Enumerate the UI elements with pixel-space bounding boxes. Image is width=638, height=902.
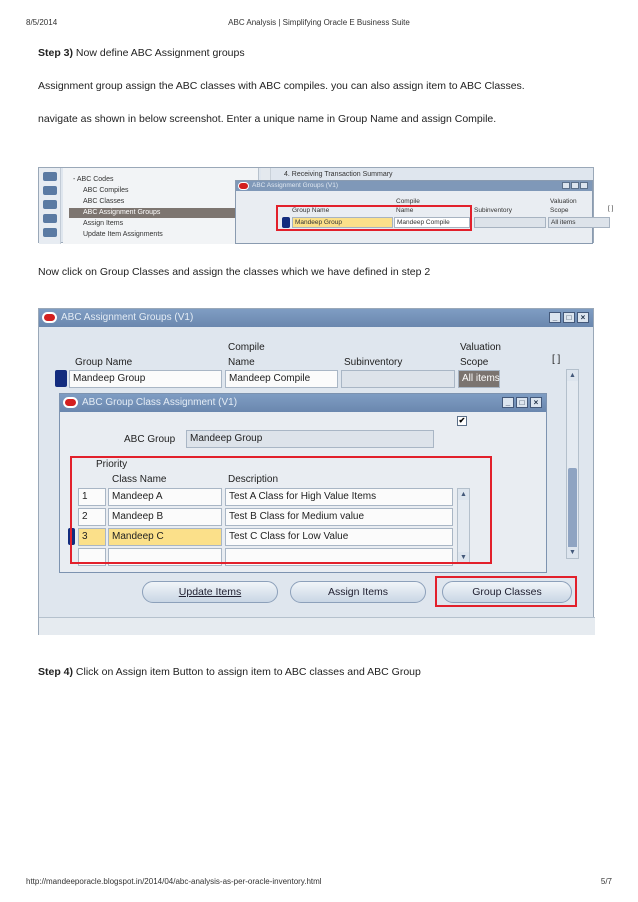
step3-heading [38,47,245,59]
header-compile-top: Compile [396,198,420,205]
step4-text: Click on Assign item Button to assign item to ABC classes and ABC Group [73,666,421,678]
compile-name-field[interactable]: Mandeep Compile [394,217,470,228]
highlight-box [70,456,492,564]
step3-heading-text: Now define ABC Assignment groups [73,47,245,59]
tool-icon[interactable] [43,186,57,195]
class-name-field[interactable]: Mandeep B [108,508,222,526]
header-valuation-top: Valuation [550,198,577,205]
highlight-box [435,576,577,607]
highlight-box [276,205,472,231]
group-name-field[interactable]: Mandeep Group [292,217,393,228]
subinventory-field[interactable] [341,370,455,388]
outer-scrollbar[interactable] [566,369,579,559]
record-indicator[interactable] [55,370,67,387]
header-compile-name: Name [396,207,414,214]
maximize-icon[interactable] [571,182,579,189]
header-subinventory: Subinventory [344,357,403,368]
description-field[interactable]: Test C Class for Low Value [225,528,453,546]
step3-label: Step 3) [38,47,74,59]
step4-heading [38,666,421,678]
checkbox[interactable]: ✔ [458,416,466,425]
update-items-button[interactable] [142,581,278,603]
header-group-name: Group Name [75,357,133,368]
abc-group-label: ABC Group [124,434,176,445]
step4-label: Step 4) [38,666,74,678]
inner-window-title: ABC Group Class Assignment (V1) [82,397,238,408]
nav-item-assign-items[interactable]: Assign Items [83,220,124,227]
screenshot-assignment-groups-nav [38,167,614,243]
minimize-icon[interactable]: _ [502,397,514,408]
description-field[interactable]: Test B Class for Medium value [225,508,453,526]
group-name-field[interactable]: Mandeep Group [69,370,222,388]
navigator-tree [63,168,259,244]
scope-field[interactable]: All items [548,217,610,228]
nav-item-abc-codes[interactable]: - ABC Codes [73,176,114,183]
priority-field[interactable]: 1 [78,488,106,506]
scroll-down-icon[interactable]: ▼ [458,552,469,563]
tool-icon[interactable] [43,228,57,237]
group-classes-button[interactable]: Group Classes [442,581,572,603]
window-title: ABC Assignment Groups (V1) [252,182,338,189]
header-scope: Scope [550,207,569,214]
oracle-logo-icon [238,182,249,190]
maximize-icon[interactable]: □ [516,397,528,408]
header-group-name: Group Name [292,207,330,214]
print-date: 8/5/2014 [26,18,58,27]
assign-items-button[interactable]: Assign Items [290,581,426,603]
abc-group-class-assignment-window [59,393,547,573]
subinventory-field[interactable] [474,217,546,228]
header-class-name: Class Name [112,474,167,485]
group-classes-instruction: Now click on Group Classes and assign the classes which we have defined in step 2 [38,266,431,278]
priority-field[interactable]: 3 [78,528,106,546]
close-icon[interactable] [580,182,588,189]
header-compile-top: Compile [228,342,265,353]
background-list-item: 4. Receiving Transaction Summary [284,171,393,178]
nav-item-abc-assignment-groups[interactable]: ABC Assignment Groups [69,208,259,218]
header-valuation-top: Valuation [460,342,501,353]
class-name-field[interactable]: Mandeep C [108,528,222,546]
nav-item-abc-compiles[interactable]: ABC Compiles [83,187,129,194]
scroll-up-icon[interactable]: ▲ [567,370,578,381]
scroll-up-icon[interactable]: ▲ [458,489,469,500]
close-icon[interactable]: × [577,312,589,323]
page-title: ABC Analysis | Simplifying Oracle E Business Suite [228,18,410,27]
scroll-down-icon[interactable]: ▼ [567,547,578,558]
abc-group-field[interactable]: Mandeep Group [186,430,434,448]
tool-icon[interactable] [43,172,57,181]
header-scope: Scope [460,357,489,368]
step3-paragraph-1: Assignment group assign the ABC classes with ABC compiles. you can also assign item to ABC Classes. [38,80,525,92]
minimize-icon[interactable]: _ [549,312,561,323]
toolbar-strip [39,168,61,244]
footer-url: http://mandeeporacle.blogspot.in/2014/04/abc-analysis-as-per-oracle-inventory.html [26,877,322,886]
nav-item-update-item-assignments[interactable]: Update Item Assignments [83,231,163,238]
tool-icon[interactable] [43,214,57,223]
abc-assignment-groups-window-small [235,180,614,244]
window-title-bar[interactable] [236,181,592,191]
inner-window-title-bar[interactable] [60,394,546,412]
oracle-logo-icon [63,397,78,408]
compile-name-field[interactable]: Mandeep Compile [225,370,338,388]
priority-field[interactable]: 2 [78,508,106,526]
screenshot-group-class-assignment [38,308,594,635]
minimize-icon[interactable] [562,182,570,189]
tool-icon[interactable] [43,200,57,209]
scroll-thumb[interactable] [568,468,577,550]
folder-bracket-icon[interactable]: [ ] [552,354,561,365]
window-title: ABC Assignment Groups (V1) [61,312,194,323]
folder-bracket-icon[interactable]: [ ] [608,205,614,212]
oracle-logo-icon [42,312,57,323]
close-icon[interactable]: × [530,397,542,408]
description-field[interactable]: Test A Class for High Value Items [225,488,453,506]
header-compile-name: Name [228,357,255,368]
update-items-label: Update Items [178,586,242,598]
page-number: 5/7 [600,877,612,886]
header-subinventory: Subinventory [474,207,512,214]
maximize-icon[interactable]: □ [563,312,575,323]
header-priority: Priority [96,459,128,470]
header-description: Description [228,474,279,485]
window-title-bar[interactable] [39,309,593,327]
nav-item-abc-classes[interactable]: ABC Classes [83,198,125,205]
scope-field[interactable]: All items [458,370,500,388]
class-name-field[interactable]: Mandeep A [108,488,222,506]
step3-paragraph-2: navigate as shown in below screenshot. Enter a unique name in Group Name and assign Compile. [38,113,497,125]
window-bottom-strip [39,617,595,635]
